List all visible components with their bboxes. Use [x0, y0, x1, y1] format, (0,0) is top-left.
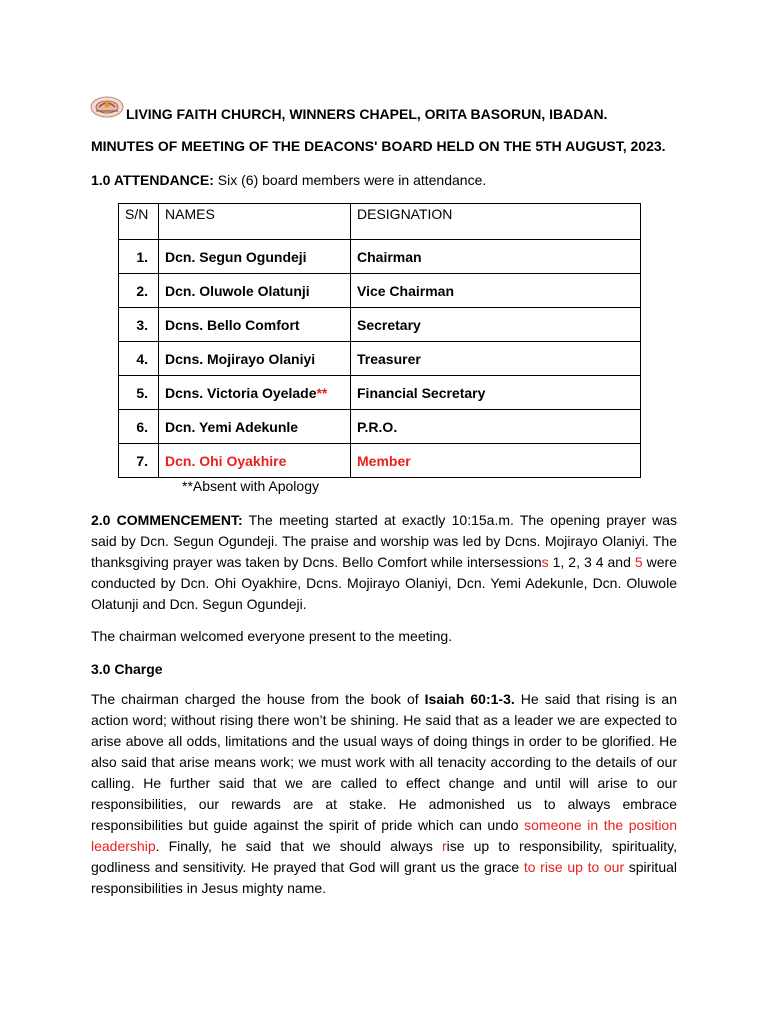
charge-paragraph: [91, 689, 677, 899]
paragraph-text: 1, 2, 3 4 and: [548, 554, 635, 570]
table-row: [119, 410, 641, 444]
row-designation: Treasurer: [351, 342, 641, 376]
red-text: r: [441, 838, 447, 854]
row-designation: Financial Secretary: [351, 376, 641, 410]
red-text: someone in the position leadership: [91, 817, 677, 854]
row-sn: 7.: [119, 444, 159, 478]
paragraph-text: He said that rising is an action word; without rising there won’t be shining. He said that as a leader we are expected to arise above all odds, limitations and the usual ways of doing things in order to be glorified. He also said that arise means work; we must work with all tenacity according to the details of our calling. He further said that we are called to effect change and until will arise to our responsibilities, our rewards are at stake. He admonished us to always embrace responsibilities but guide against the spirit of pride which can undo: [91, 691, 677, 833]
row-name: Dcn. Segun Ogundeji: [159, 240, 351, 274]
paragraph-text: The meeting started at exactly 10:15a.m. The opening prayer was said by Dcn. Segun Ogundeji. The praise and worship was led by Dcns. Mojirayo Olaniyi. The thanksgiving prayer was taken by Dcns. Bello Comfort while intersession: [91, 512, 677, 570]
table-row: [119, 376, 641, 410]
charge-heading: 3.0 Charge: [91, 661, 163, 677]
attendance-table: [118, 203, 641, 478]
column-header: DESIGNATION: [351, 204, 641, 240]
red-text: to rise up to our: [523, 859, 625, 875]
table-row: [119, 274, 641, 308]
attendance-line: [91, 171, 486, 189]
row-name: Dcns. Mojirayo Olaniyi: [159, 342, 351, 376]
commencement-heading: 2.0 COMMENCEMENT:: [91, 512, 243, 528]
row-name: Dcn. Yemi Adekunle: [159, 410, 351, 444]
table-row: [119, 308, 641, 342]
row-name: Dcns. Bello Comfort: [159, 308, 351, 342]
row-name: Dcn. Ohi Oyakhire: [159, 444, 351, 478]
row-sn: 3.: [119, 308, 159, 342]
scripture-reference: Isaiah 60:1-3.: [424, 691, 515, 707]
row-sn: 5.: [119, 376, 159, 410]
column-header: NAMES: [159, 204, 351, 240]
row-designation: Secretary: [351, 308, 641, 342]
absent-marker: **: [316, 384, 328, 401]
row-sn: 6.: [119, 410, 159, 444]
paragraph-text: The chairman charged the house from the book of: [91, 691, 425, 707]
paragraph-text: were conducted by Dcn. Ohi Oyakhire, Dcns. Mojirayo Olaniyi, Dcn. Yemi Adekunle, Dcn. Oluwole Olatunji and Dcn. Segun Ogundeji.: [91, 554, 678, 612]
table-row: [119, 444, 641, 478]
commencement-paragraph: [91, 510, 677, 615]
row-designation: Member: [351, 444, 641, 478]
church-logo: [90, 94, 124, 118]
church-title: LIVING FAITH CHURCH, WINNERS CHAPEL, ORITA BASORUN, IBADAN.: [126, 106, 608, 122]
paragraph-text: spiritual responsibilities in Jesus mighty name.: [91, 859, 678, 896]
absence-note: **Absent with Apology: [182, 478, 319, 494]
attendance-text: Six (6) board members were in attendance.: [213, 172, 487, 188]
table-row: [119, 342, 641, 376]
row-sn: 4.: [119, 342, 159, 376]
row-designation: Vice Chairman: [351, 274, 641, 308]
row-name: Dcns. Victoria Oyelade: [165, 384, 317, 401]
table-header-row: [119, 204, 641, 240]
table-row: [119, 240, 641, 274]
row-sn: 1.: [119, 240, 159, 274]
row-designation: Chairman: [351, 240, 641, 274]
red-text: s: [541, 554, 549, 570]
row-designation: P.R.O.: [351, 410, 641, 444]
attendance-heading: 1.0 ATTENDANCE:: [91, 172, 214, 188]
paragraph-text: . Finally, he said that we should always: [155, 838, 442, 854]
column-header: S/N: [119, 204, 159, 240]
minutes-title: MINUTES OF MEETING OF THE DEACONS' BOARD HELD ON THE 5TH AUGUST, 2023.: [91, 138, 666, 154]
row-name: Dcn. Oluwole Olatunji: [159, 274, 351, 308]
paragraph-text: ise up to responsibility, spirituality, godliness and sensitivity. He prayed that God will grant us the grace: [91, 838, 677, 875]
row-sn: 2.: [119, 274, 159, 308]
row-name-cell: [159, 376, 351, 410]
red-text: 5: [634, 554, 643, 570]
welcome-paragraph: The chairman welcomed everyone present to the meeting.: [91, 628, 453, 644]
